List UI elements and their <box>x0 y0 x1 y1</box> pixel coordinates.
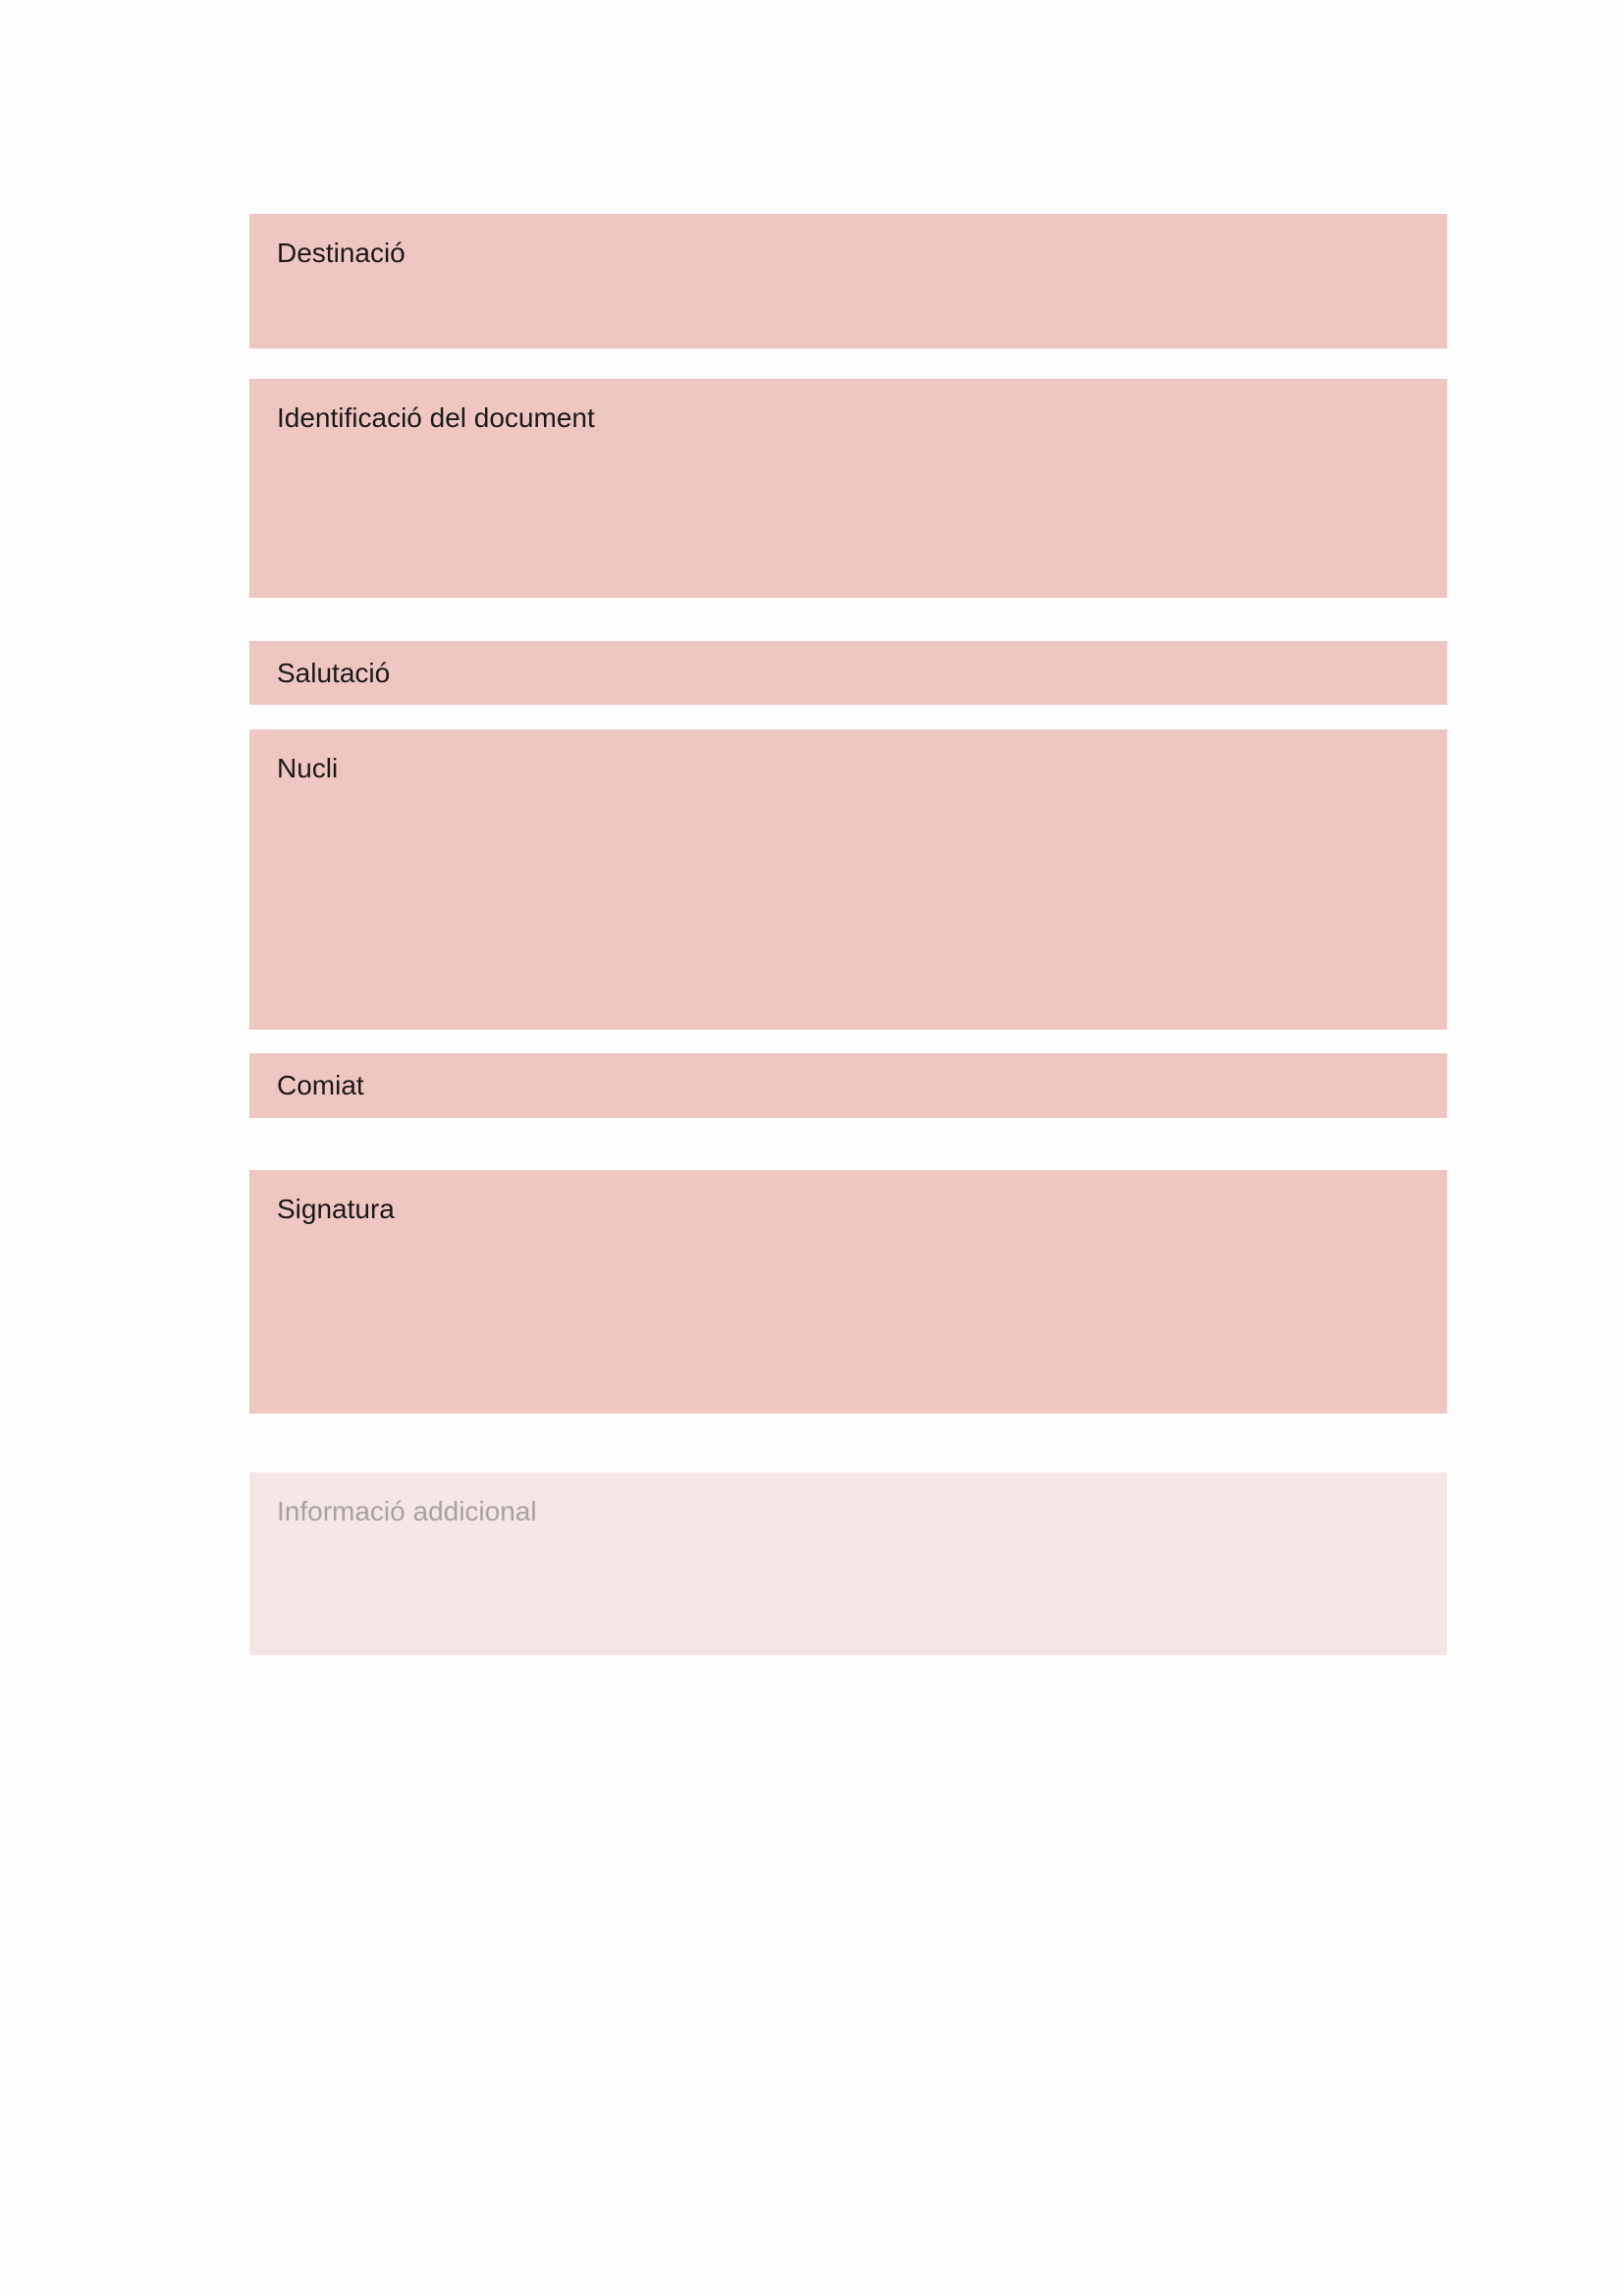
section-identificacio-del-document <box>249 379 1447 598</box>
section-label: Identificació del document <box>277 402 595 433</box>
section-label: Informació addicional <box>277 1496 537 1526</box>
section-label: Salutació <box>277 658 391 688</box>
section-label: Comiat <box>277 1070 364 1100</box>
section-label: Signatura <box>277 1194 395 1224</box>
section-comiat <box>249 1053 1447 1118</box>
section-label: Destinació <box>277 238 406 268</box>
section-destinacio <box>249 214 1447 348</box>
section-salutacio <box>249 641 1447 705</box>
section-label: Nucli <box>277 753 339 783</box>
section-nucli <box>249 729 1447 1030</box>
section-signatura <box>249 1170 1447 1414</box>
section-informacio-addicional <box>249 1472 1447 1655</box>
